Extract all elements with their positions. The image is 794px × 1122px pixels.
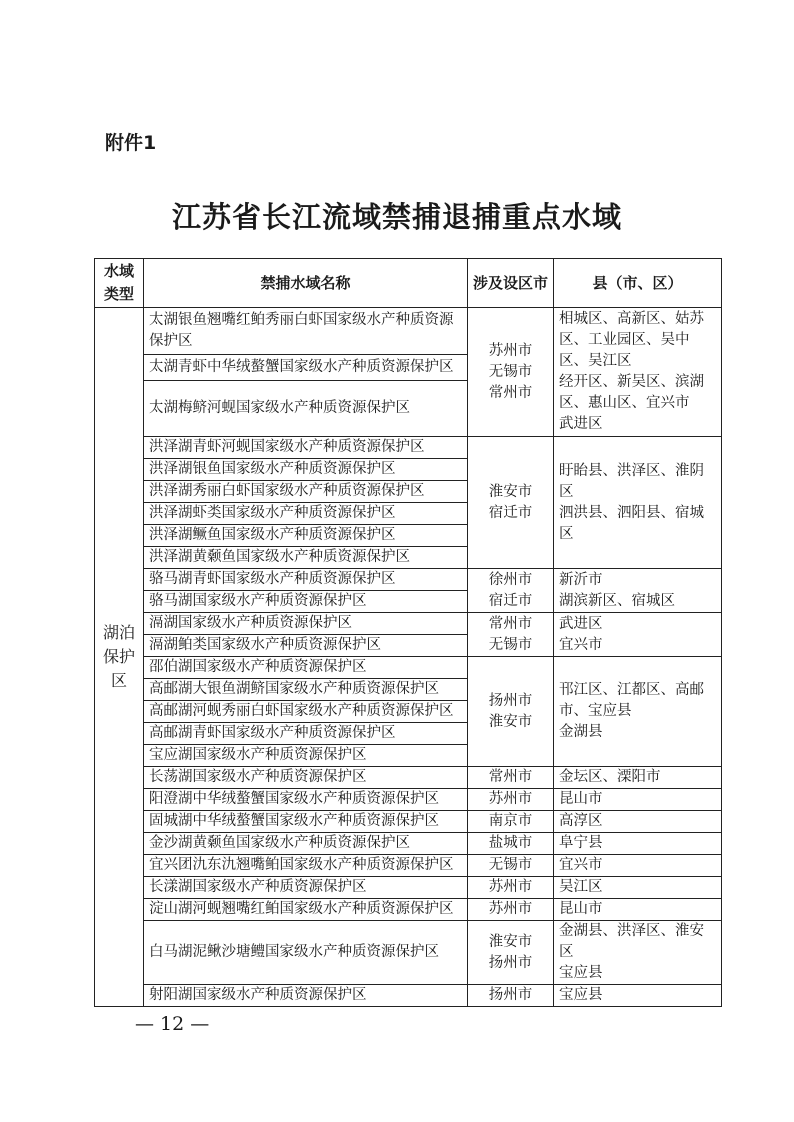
water-name-cell: 洪泽湖鳜鱼国家级水产种质资源保护区 <box>144 525 468 547</box>
county-cell <box>554 833 722 855</box>
city-name: 淮安市 <box>488 933 533 950</box>
water-name-cell: 滆湖鲌类国家级水产种质资源保护区 <box>144 635 468 657</box>
water-name-cell: 骆马湖青虾国家级水产种质资源保护区 <box>144 569 468 591</box>
water-name-cell: 淀山湖河蚬翘嘴红鲌国家级水产种质资源保护区 <box>144 899 468 921</box>
county-list: 盱眙县、洪泽区、淮阴区 <box>559 462 704 500</box>
table-row <box>95 437 722 459</box>
city-name: 宿迁市 <box>488 592 533 609</box>
city-cell <box>468 899 554 921</box>
table-row <box>95 855 722 877</box>
city-name: 淮安市 <box>488 483 533 500</box>
county-list: 高淳区 <box>559 813 603 829</box>
city-cell <box>468 657 554 767</box>
city-cell <box>468 613 554 657</box>
county-list: 新沂市 <box>559 571 603 588</box>
city-name: 常州市 <box>488 769 533 785</box>
table-row <box>95 811 722 833</box>
county-list: 经开区、新吴区、滨湖区、惠山区、宜兴市 <box>559 374 704 411</box>
water-name-cell: 射阳湖国家级水产种质资源保护区 <box>144 985 468 1007</box>
county-list: 湖滨新区、宿城区 <box>559 592 675 609</box>
city-name: 扬州市 <box>488 987 533 1003</box>
county-cell <box>554 613 722 657</box>
water-name-cell: 白马湖泥鳅沙塘鳢国家级水产种质资源保护区 <box>144 921 468 985</box>
water-type-cell: 湖泊保护区 <box>95 308 144 1007</box>
city-name: 南京市 <box>488 813 533 829</box>
city-name: 盐城市 <box>488 835 533 851</box>
city-cell <box>468 985 554 1007</box>
county-cell <box>554 811 722 833</box>
water-name-cell: 长荡湖国家级水产种质资源保护区 <box>144 767 468 789</box>
city-name: 苏州市 <box>488 879 533 895</box>
water-name-cell: 宝应湖国家级水产种质资源保护区 <box>144 745 468 767</box>
water-name-cell: 洪泽湖虾类国家级水产种质资源保护区 <box>144 503 468 525</box>
table-row <box>95 569 722 591</box>
city-name: 扬州市 <box>488 954 533 971</box>
county-cell <box>554 308 722 437</box>
city-cell <box>468 789 554 811</box>
city-name: 常州市 <box>488 384 533 401</box>
county-list: 宝应县 <box>559 987 603 1003</box>
table-row <box>95 899 722 921</box>
city-cell <box>468 437 554 569</box>
county-list: 宝应县 <box>559 965 603 981</box>
water-name-cell: 太湖青虾中华绒螯蟹国家级水产种质资源保护区 <box>144 355 468 381</box>
water-name-cell: 邵伯湖国家级水产种质资源保护区 <box>144 657 468 679</box>
city-cell <box>468 767 554 789</box>
county-cell <box>554 657 722 767</box>
water-name-cell: 长漾湖国家级水产种质资源保护区 <box>144 877 468 899</box>
water-name-cell: 骆马湖国家级水产种质资源保护区 <box>144 591 468 613</box>
water-name-cell: 阳澄湖中华绒螯蟹国家级水产种质资源保护区 <box>144 789 468 811</box>
county-list: 阜宁县 <box>559 835 603 851</box>
city-cell <box>468 833 554 855</box>
county-cell <box>554 855 722 877</box>
water-name-cell: 太湖梅鲚河蚬国家级水产种质资源保护区 <box>144 381 468 437</box>
table-row <box>95 767 722 789</box>
city-cell <box>468 921 554 985</box>
city-name: 徐州市 <box>488 571 533 588</box>
water-name-cell: 固城湖中华绒螯蟹国家级水产种质资源保护区 <box>144 811 468 833</box>
header-water-type: 水域类型 <box>95 259 144 308</box>
header-water-name: 禁捕水域名称 <box>144 259 468 308</box>
city-name: 苏州市 <box>488 791 533 807</box>
water-name-cell: 高邮湖大银鱼湖鲚国家级水产种质资源保护区 <box>144 679 468 701</box>
table-row <box>95 985 722 1007</box>
page-number: — 12 — <box>135 1013 210 1035</box>
city-name: 无锡市 <box>488 636 533 653</box>
county-list: 昆山市 <box>559 791 603 807</box>
county-list: 邗江区、江都区、高邮市、宝应县 <box>559 682 704 719</box>
city-name: 常州市 <box>488 615 533 632</box>
attachment-label: 附件1 <box>105 132 157 154</box>
table-row <box>95 657 722 679</box>
county-list: 宜兴市 <box>559 857 603 873</box>
table-row <box>95 308 722 355</box>
county-cell <box>554 569 722 613</box>
water-name-cell: 洪泽湖秀丽白虾国家级水产种质资源保护区 <box>144 481 468 503</box>
county-list: 金湖县、洪泽区、淮安区 <box>559 923 704 960</box>
city-name: 无锡市 <box>488 857 533 873</box>
table-row <box>95 833 722 855</box>
county-list: 昆山市 <box>559 901 603 917</box>
city-name: 无锡市 <box>488 363 533 380</box>
county-cell <box>554 767 722 789</box>
county-list: 金坛区、溧阳市 <box>559 769 661 785</box>
city-cell <box>468 308 554 437</box>
county-cell <box>554 985 722 1007</box>
water-name-cell: 洪泽湖黄颡鱼国家级水产种质资源保护区 <box>144 547 468 569</box>
water-name-cell: 宜兴团氿东氿翘嘴鲌国家级水产种质资源保护区 <box>144 855 468 877</box>
city-cell <box>468 569 554 613</box>
county-list: 泗洪县、泗阳县、宿城区 <box>559 504 704 542</box>
table-and-footer <box>94 258 721 1036</box>
county-cell <box>554 437 722 569</box>
water-name-cell: 洪泽湖青虾河蚬国家级水产种质资源保护区 <box>144 437 468 459</box>
header-county: 县（市、区） <box>554 259 722 308</box>
water-name-cell: 金沙湖黄颡鱼国家级水产种质资源保护区 <box>144 833 468 855</box>
city-name: 苏州市 <box>488 342 533 359</box>
county-cell <box>554 877 722 899</box>
county-list: 武进区 <box>559 615 603 632</box>
county-list: 宜兴市 <box>559 636 603 653</box>
county-list: 相城区、高新区、姑苏区、工业园区、吴中区、吴江区 <box>559 311 704 369</box>
city-cell <box>468 877 554 899</box>
document-title: 江苏省长江流域禁捕退捕重点水域 <box>171 200 622 234</box>
city-cell <box>468 811 554 833</box>
water-name-cell: 高邮湖河蚬秀丽白虾国家级水产种质资源保护区 <box>144 701 468 723</box>
county-list: 吴江区 <box>559 879 603 895</box>
county-cell <box>554 789 722 811</box>
table-header-row <box>95 259 722 308</box>
city-name: 苏州市 <box>488 901 533 917</box>
county-cell <box>554 921 722 985</box>
city-name: 扬州市 <box>488 692 533 709</box>
waters-table <box>94 258 722 1007</box>
water-name-cell: 滆湖国家级水产种质资源保护区 <box>144 613 468 635</box>
city-name: 宿迁市 <box>488 504 533 521</box>
city-name: 淮安市 <box>488 713 533 730</box>
city-cell <box>468 855 554 877</box>
water-name-cell: 洪泽湖银鱼国家级水产种质资源保护区 <box>144 459 468 481</box>
water-name-cell: 太湖银鱼翘嘴红鲌秀丽白虾国家级水产种质资源保护区 <box>144 308 468 355</box>
water-name-cell: 高邮湖青虾国家级水产种质资源保护区 <box>144 723 468 745</box>
table-row <box>95 921 722 985</box>
table-row <box>95 613 722 635</box>
table-row <box>95 789 722 811</box>
county-list: 武进区 <box>559 416 603 432</box>
county-list: 金湖县 <box>559 724 603 740</box>
county-cell <box>554 899 722 921</box>
header-city: 涉及设区市 <box>468 259 554 308</box>
table-row <box>95 877 722 899</box>
